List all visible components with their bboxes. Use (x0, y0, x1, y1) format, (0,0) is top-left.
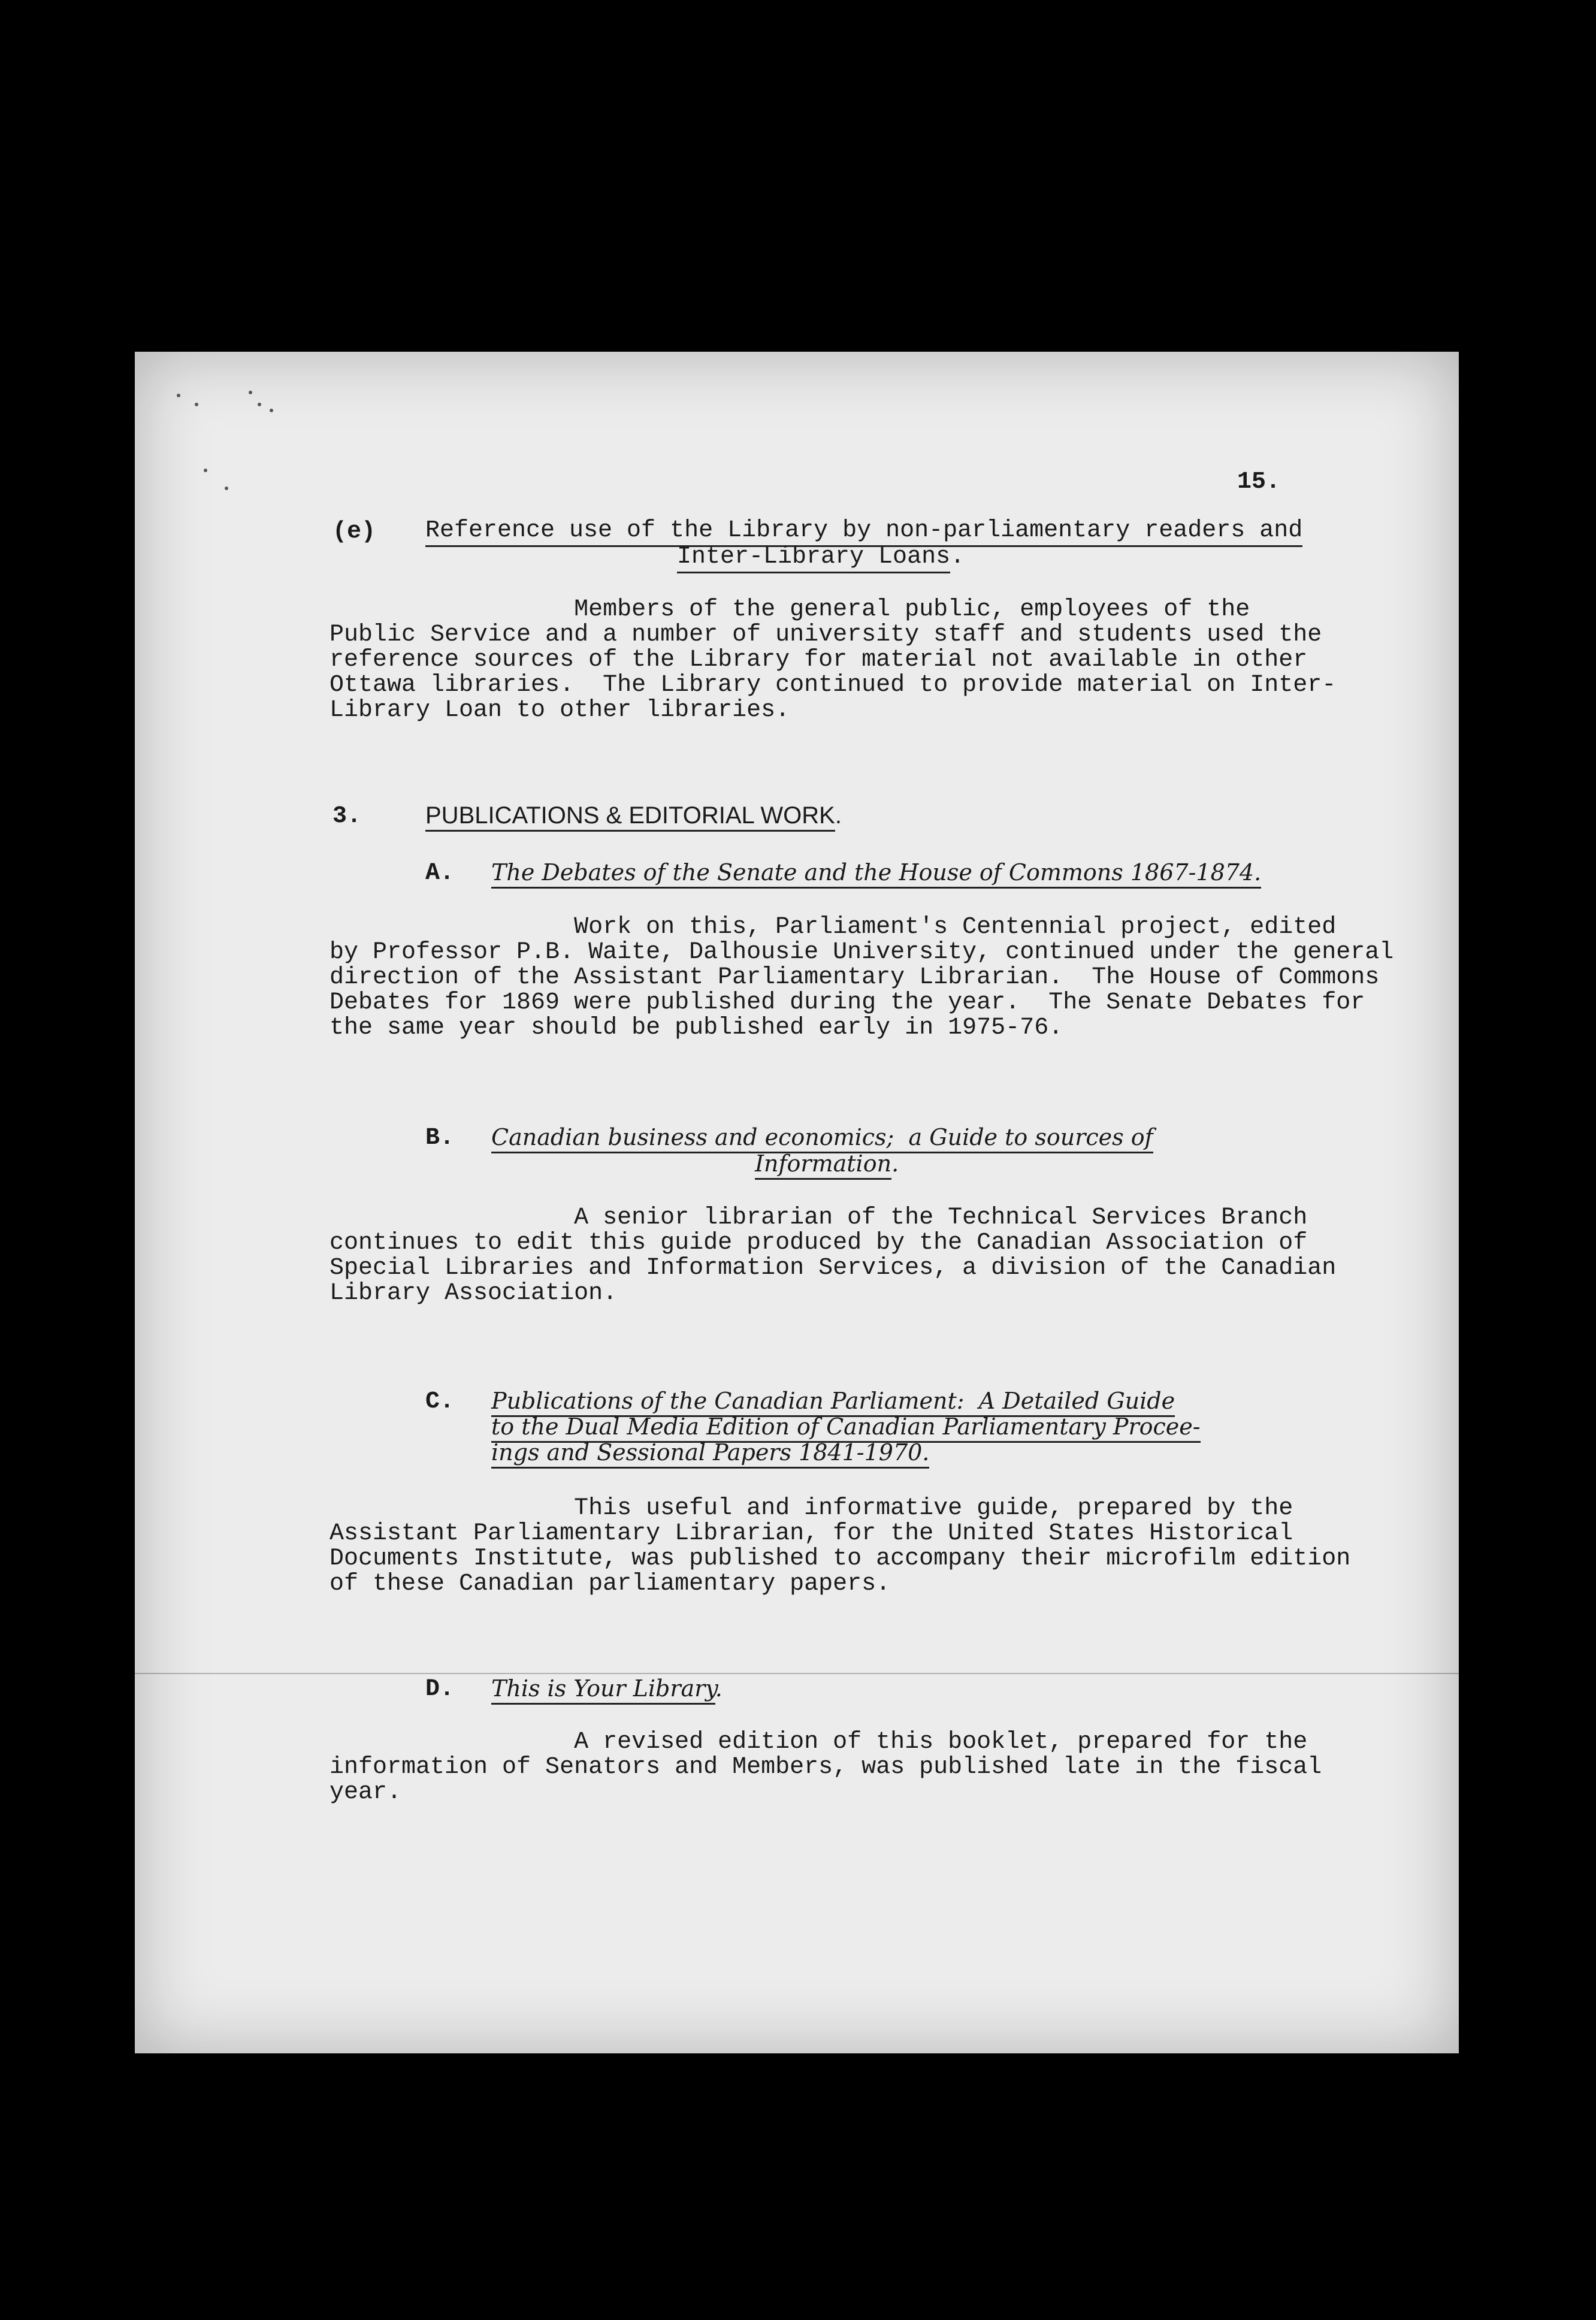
section-e-body: Members of the general public, employees of the Public Service and a number of university staff and students used the reference sources of the Library for material not available in other Ottawa libraries. The Library continued to provide material on Inter- Library Loan to other libraries. (330, 596, 1337, 724)
section-e-heading-line2: Inter-Library Loans. (677, 545, 965, 570)
sub-c-label: C. (425, 1388, 455, 1415)
sub-d-title: This is Your Library. (491, 1676, 723, 1701)
sub-d-label: D. (425, 1676, 455, 1703)
sub-a-body: Work on this, Parliament's Centennial project, edited by Professor P.B. Waite, Dalhousie University, continued under the general direction of the Assistant Parliamentary Librarian. The House of Commons Debates for 1869 were published during the year. The Senate Debates for the same year should be published early in 1975-76. (330, 914, 1394, 1041)
sub-a-label: A. (425, 860, 455, 887)
sub-b-label: B. (425, 1125, 455, 1152)
page-number: 15. (1237, 469, 1281, 496)
scan-fold-line (135, 1673, 1459, 1674)
section-3-label: 3. (332, 803, 362, 830)
sub-b-title-line1: Canadian business and economics; a Guide to sources of (491, 1125, 1153, 1150)
sub-c-body: This useful and informative guide, prepared by the Assistant Parliamentary Librarian, for the United States Historical Documents Institute, was published to accompany their microfilm edition of these Canadian parliamentary papers. (330, 1495, 1351, 1597)
sub-d-body: A revised edition of this booklet, prepared for the information of Senators and Members, was published late in the fiscal year. (330, 1729, 1322, 1806)
section-e-heading-line1: Reference use of the Library by non-parliamentary readers and (425, 518, 1302, 543)
document-page (135, 352, 1459, 2053)
sub-a-title: The Debates of the Senate and the House of Commons 1867-1874. (491, 860, 1261, 885)
section-e-label: (e) (332, 518, 376, 545)
sub-c-title-line1: Publications of the Canadian Parliament: A Detailed Guide (491, 1388, 1175, 1413)
sub-c-title-line3: ings and Sessional Papers 1841-1970. (491, 1440, 929, 1465)
sub-c-title-line2: to the Dual Media Edition of Canadian Parliamentary Procee- (491, 1414, 1201, 1439)
sub-b-title-line2: Information. (755, 1151, 899, 1176)
section-3-heading: PUBLICATIONS & EDITORIAL WORK. (425, 803, 842, 828)
sub-b-body: A senior librarian of the Technical Services Branch continues to edit this guide produced by the Canadian Association of Special Libraries and Information Services, a division of the Canadian Library Association. (330, 1204, 1337, 1307)
